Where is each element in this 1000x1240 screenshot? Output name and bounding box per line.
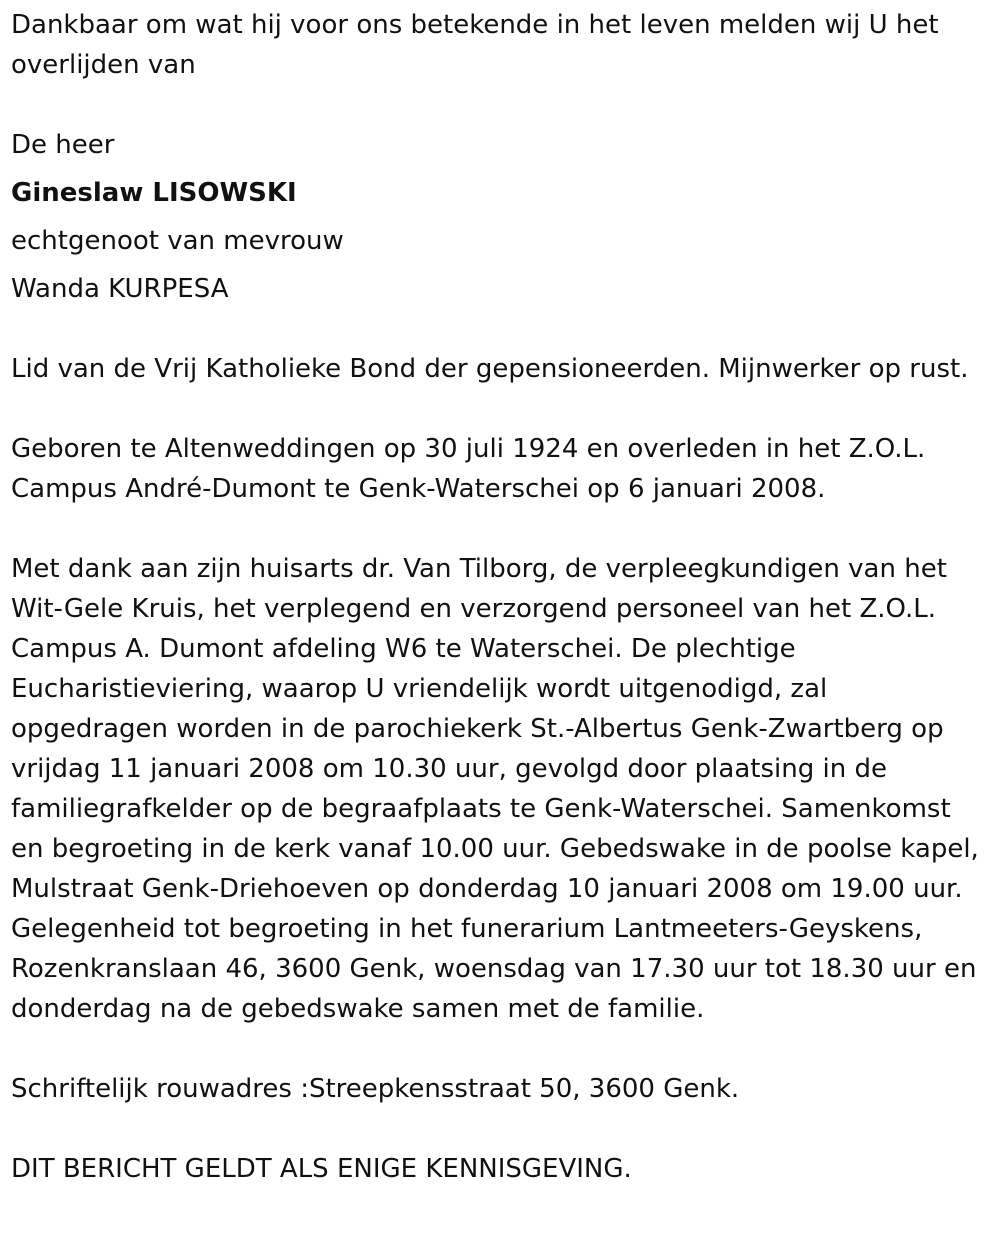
salutation: De heer — [11, 130, 115, 160]
spouse-name: Wanda KURPESA — [11, 274, 229, 304]
spacer — [11, 509, 990, 549]
spacer — [11, 261, 990, 269]
spacer — [11, 1029, 990, 1069]
intro-text: Dankbaar om wat hij voor ons betekende in het leven melden wij U het overlijden van — [11, 10, 939, 80]
spacer — [11, 85, 990, 125]
deceased-name: Gineslaw LISOWSKI — [11, 178, 297, 208]
spacer — [11, 389, 990, 429]
birth-death-text: Geboren te Altenweddingen op 30 juli 1924 en overleden in het Z.O.L. Campus André-Dumont te Genk-Waterschei op 6 januari 2008. — [11, 434, 926, 504]
spacer — [11, 309, 990, 349]
membership-text: Lid van de Vrij Katholieke Bond der gepensioneerden. Mijnwerker op rust. — [11, 354, 969, 384]
spacer — [11, 213, 990, 221]
spacer — [11, 165, 990, 173]
closing-notice: DIT BERICHT GELDT ALS ENIGE KENNISGEVING. — [11, 1154, 632, 1184]
mourning-address: Schriftelijk rouwadres :Streepkensstraat 50, 3600 Genk. — [11, 1074, 740, 1104]
funeral-details-text: Met dank aan zijn huisarts dr. Van Tilborg, de verpleegkundigen van het Wit-Gele Kruis, het verplegend en verzorgend personeel van het Z.O.L. Campus A. Dumont afdeling W6 te Waterschei. De plechtige Eucharistieviering, waarop U vriendelijk wordt uitgenodigd, zal opgedragen worden in de parochiekerk St.-Albertus Genk-Zwartberg op vrijdag 11 januari 2008 om 10.30 uur, gevolgd door plaatsing in de familiegrafkelder op de begraafplaats te Genk-Waterschei. Samenkomst en begroeting in de kerk vanaf 10.00 uur. Gebedswake in de poolse kapel, Mulstraat Genk-Driehoeven op donderdag 10 januari 2008 om 19.00 uur. Gelegenheid tot begroeting in het funerarium Lantmeeters-Geyskens, Rozenkranslaan 46, 3600 Genk, woensdag van 17.30 uur tot 18.30 uur en donderdag na de gebedswake samen met de familie. — [11, 554, 979, 1024]
spouse-relation: echtgenoot van mevrouw — [11, 226, 344, 256]
spacer — [11, 1109, 990, 1149]
